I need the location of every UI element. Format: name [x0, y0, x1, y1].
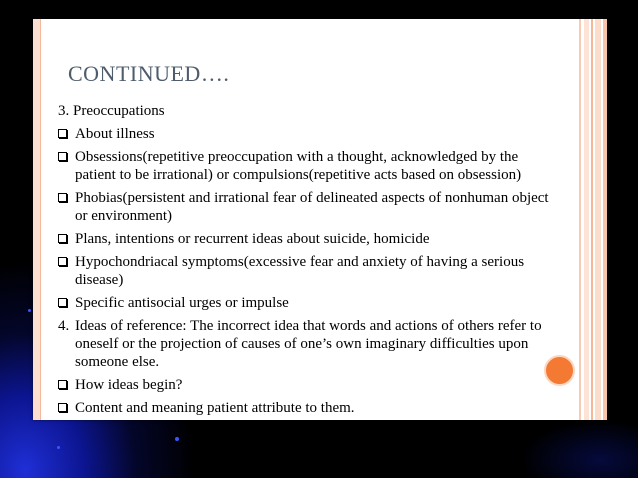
background-dot [28, 309, 31, 312]
slide [33, 19, 607, 420]
hollow-square-bullet-icon [58, 152, 67, 161]
list-item-text: Hypochondriacal symptoms(excessive fear and anxiety of having a serious disease) [75, 254, 525, 288]
hollow-square-bullet-icon [58, 129, 67, 138]
slide-content [58, 102, 558, 422]
background-dot [57, 446, 60, 449]
list-item-number: 4. [58, 318, 70, 334]
list-item [58, 102, 558, 120]
slide-right-strips [579, 19, 607, 420]
orange-circle-icon [544, 355, 575, 386]
list-item [58, 189, 558, 225]
hollow-square-bullet-icon [58, 380, 67, 389]
list-item-text: Phobias(persistent and irrational fear of delineated aspects of nonhuman object or environment) [75, 190, 549, 224]
slide-title: CONTINUED…. [68, 61, 230, 86]
hollow-square-bullet-icon [58, 234, 67, 243]
slide-left-strip [33, 19, 41, 420]
list-item-text: 3. Preoccupations [58, 103, 165, 119]
hollow-square-bullet-icon [58, 257, 67, 266]
list-item-text: About illness [75, 126, 155, 142]
list-item [58, 376, 558, 394]
list-item-text: Obsessions(repetitive preoccupation with a thought, acknowledged by the patient to be irrational) or compulsions(repetitive acts based on obsession) [75, 149, 522, 183]
list-item-text: Ideas of reference: The incorrect idea that words and actions of others refer to oneself or the projection of causes of one’s own imaginary difficulties upon someone else. [75, 318, 542, 370]
background-dot [175, 437, 179, 441]
hollow-square-bullet-icon [58, 298, 67, 307]
hollow-square-bullet-icon [58, 403, 67, 412]
hollow-square-bullet-icon [58, 193, 67, 202]
list-item [58, 253, 558, 289]
list-item [58, 317, 558, 371]
list-item-text: Plans, intentions or recurrent ideas about suicide, homicide [75, 231, 430, 247]
list-item-text: Content and meaning patient attribute to them. [75, 400, 355, 416]
list-item [58, 230, 558, 248]
list-item [58, 294, 558, 312]
list-item [58, 399, 558, 417]
list-item [58, 125, 558, 143]
list-item-text: How ideas begin? [75, 377, 183, 393]
list-item [58, 148, 558, 184]
list-item-text: Specific antisocial urges or impulse [75, 295, 289, 311]
